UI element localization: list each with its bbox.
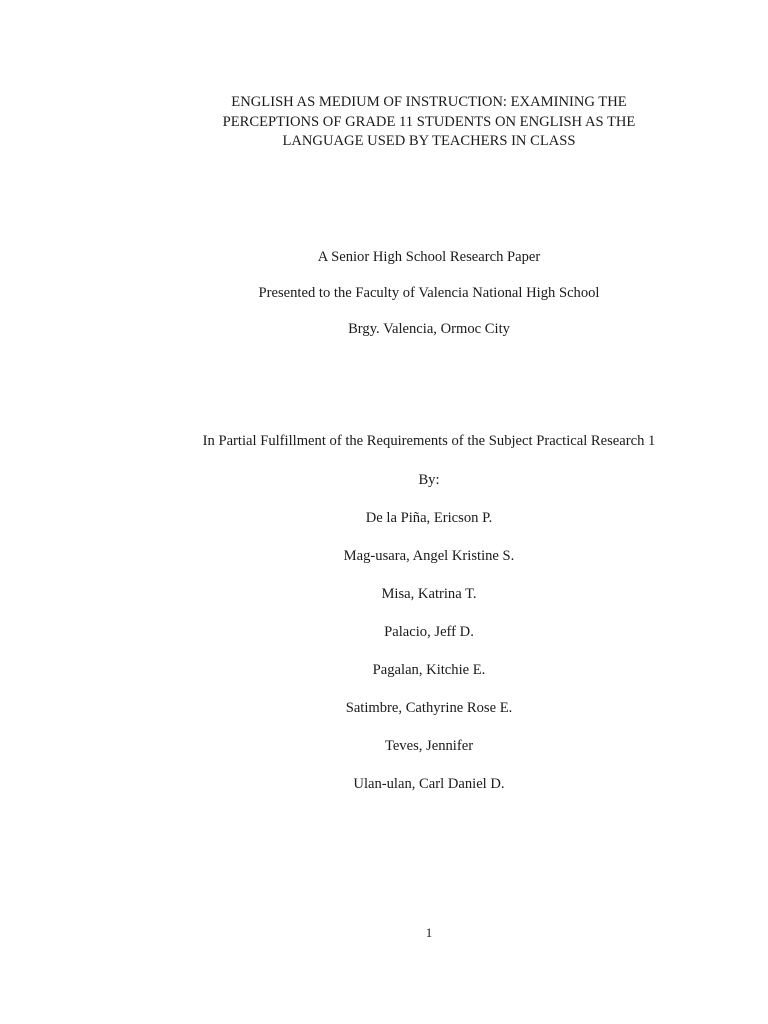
author-name: Misa, Katrina T. (381, 586, 477, 602)
author-name: Teves, Jennifer (384, 738, 474, 754)
paper-title (0, 93, 768, 152)
author-name: Satimbre, Cathyrine Rose E. (345, 700, 513, 716)
school-location: Brgy. Valencia, Ormoc City (348, 321, 510, 337)
fulfillment-statement: In Partial Fulfillment of the Requirements of the Subject Practical Research 1 (202, 433, 656, 449)
author-name: Pagalan, Kitchie E. (372, 662, 486, 678)
author-name: Palacio, Jeff D. (384, 624, 474, 640)
paper-type: A Senior High School Research Paper (317, 249, 541, 265)
author-name: De la Piña, Ericson P. (365, 510, 493, 526)
presented-to: Presented to the Faculty of Valencia National High School (258, 285, 600, 301)
title-line-1: ENGLISH AS MEDIUM OF INSTRUCTION: EXAMINING THE (231, 94, 627, 110)
author-name: Mag-usara, Angel Kristine S. (343, 548, 515, 564)
page-number: 1 (425, 925, 433, 940)
author-name: Ulan-ulan, Carl Daniel D. (353, 776, 505, 792)
title-line-2: PERCEPTIONS OF GRADE 11 STUDENTS ON ENGLISH AS THE (222, 113, 636, 130)
title-line-3: LANGUAGE USED BY TEACHERS IN CLASS (282, 133, 576, 149)
by-label: By: (418, 472, 440, 488)
